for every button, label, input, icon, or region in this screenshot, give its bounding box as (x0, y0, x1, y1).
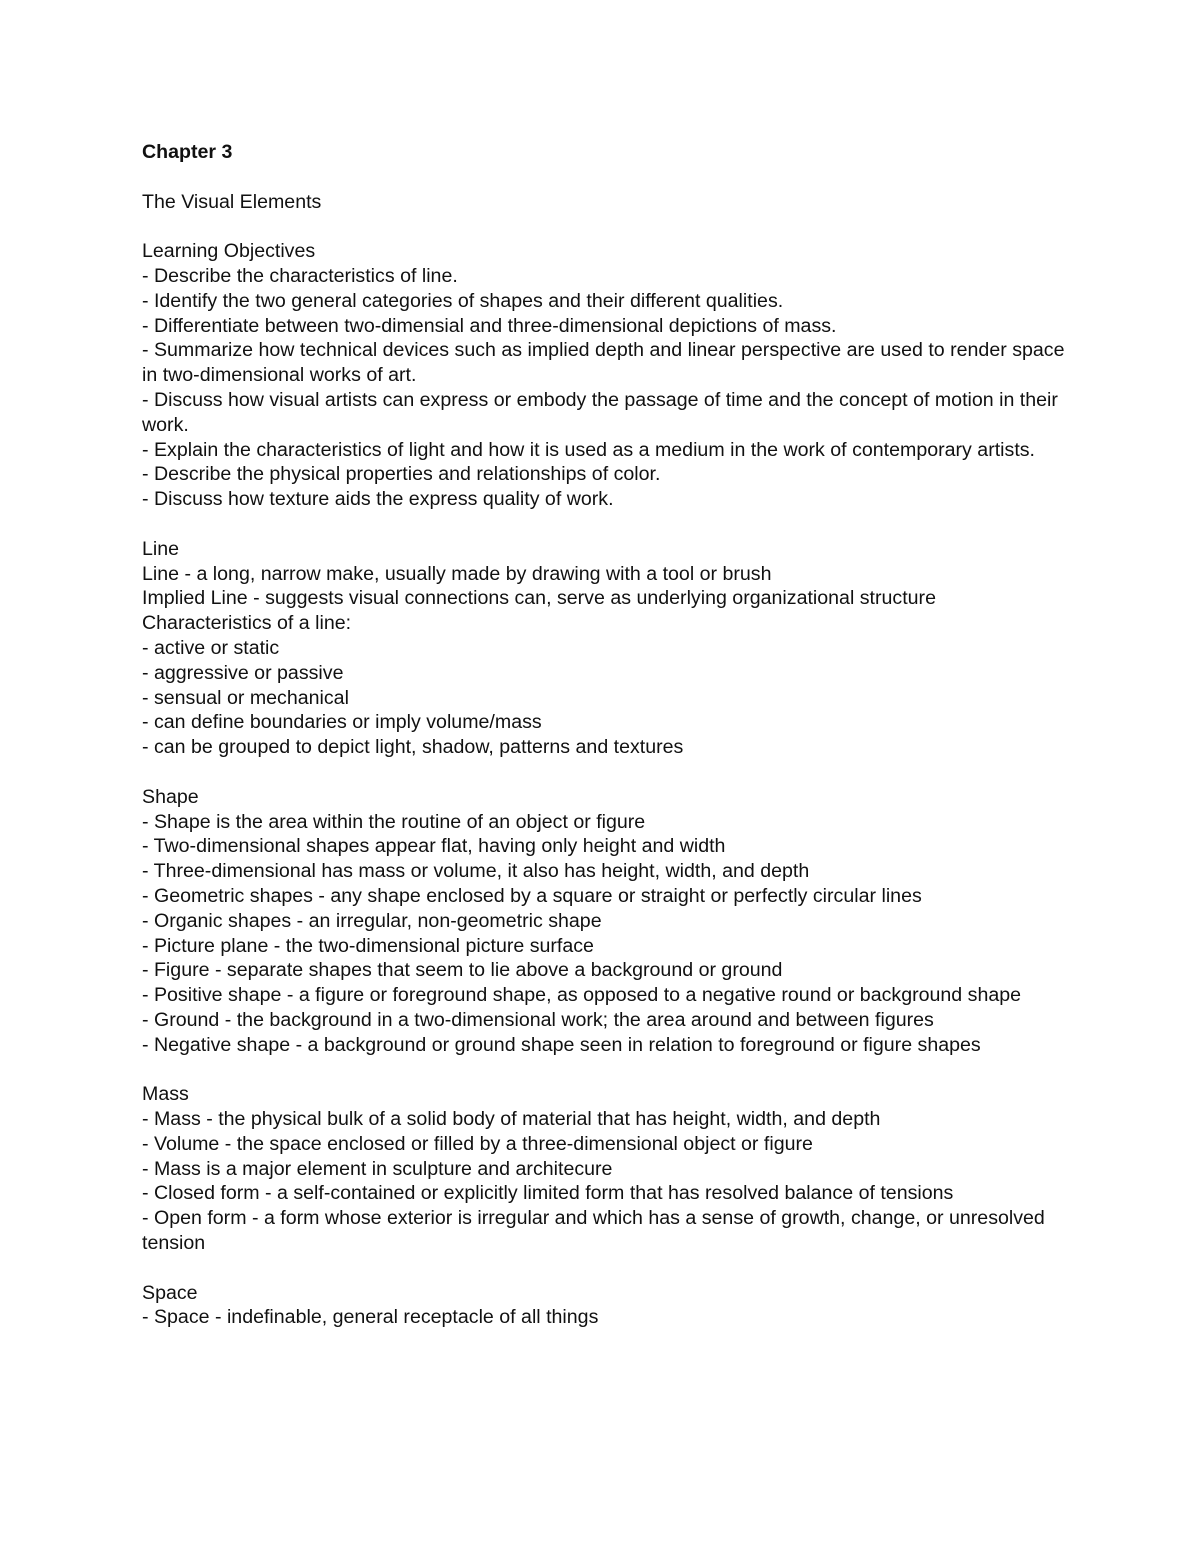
list-item: - Describe the physical properties and relationships of color. (142, 463, 661, 486)
implied-line-definition: Implied Line - suggests visual connections can, serve as underlying organizational structure (142, 587, 936, 610)
list-item: - Geometric shapes - any shape enclosed by a square or straight or perfectly circular lines (142, 884, 922, 907)
list-item: - Picture plane - the two-dimensional picture surface (142, 934, 594, 957)
learning-objectives-heading: Learning Objectives (142, 240, 316, 263)
list-item: - Differentiate between two-dimensial and three-dimensional depictions of mass. (142, 314, 837, 337)
list-item: - Summarize how technical devices such as implied depth and linear perspective are used to render space in two-dimensional works of art. (142, 339, 1065, 387)
list-item: - Volume - the space enclosed or filled by a three-dimensional object or figure (142, 1132, 813, 1155)
chapter-heading: Chapter 3 (142, 141, 233, 163)
list-item: - sensual or mechanical (142, 686, 349, 709)
shape-heading: Shape (142, 785, 199, 808)
line-characteristics-label: Characteristics of a line: (142, 612, 352, 635)
space-heading: Space (142, 1281, 198, 1304)
learning-objectives-section (142, 239, 1072, 512)
space-list (142, 1305, 1072, 1330)
line-section (142, 537, 1072, 760)
space-section (142, 1281, 1072, 1331)
list-item: - Space - indefinable, general receptacle of all things (142, 1306, 599, 1329)
mass-section (142, 1082, 1072, 1256)
list-item: - can be grouped to depict light, shadow, patterns and textures (142, 736, 684, 759)
list-item: - Positive shape - a figure or foreground shape, as opposed to a negative round or background shape (142, 984, 1022, 1007)
list-item: - Three-dimensional has mass or volume, it also has height, width, and depth (142, 860, 810, 883)
list-item: - Explain the characteristics of light and how it is used as a medium in the work of contemporary artists. (142, 438, 1035, 461)
shape-list (142, 810, 1072, 1058)
list-item: - Mass - the physical bulk of a solid body of material that has height, width, and depth (142, 1108, 881, 1131)
line-characteristics-list (142, 636, 1072, 760)
list-item: - Discuss how visual artists can express or embody the passage of time and the concept of motion in their work. (142, 388, 1058, 436)
list-item: - Mass is a major element in sculpture and architecure (142, 1157, 613, 1180)
list-item: - aggressive or passive (142, 661, 344, 684)
line-definition: Line - a long, narrow make, usually made by drawing with a tool or brush (142, 562, 772, 585)
list-item: - can define boundaries or imply volume/mass (142, 711, 542, 734)
shape-section (142, 785, 1072, 1058)
list-item: - Shape is the area within the routine of an object or figure (142, 810, 646, 833)
learning-objectives-list (142, 264, 1072, 512)
list-item: - active or static (142, 636, 280, 659)
list-item: - Identify the two general categories of shapes and their different qualities. (142, 289, 784, 312)
mass-list (142, 1107, 1072, 1256)
list-item: - Organic shapes - an irregular, non-geometric shape (142, 909, 602, 932)
list-item: - Open form - a form whose exterior is irregular and which has a sense of growth, change, or unresolved tension (142, 1207, 1045, 1255)
document-title: The Visual Elements (142, 190, 322, 213)
document-page (142, 140, 1072, 1330)
mass-heading: Mass (142, 1083, 189, 1106)
list-item: - Figure - separate shapes that seem to lie above a background or ground (142, 959, 783, 982)
list-item: - Closed form - a self-contained or explicitly limited form that has resolved balance of tensions (142, 1182, 954, 1205)
list-item: - Describe the characteristics of line. (142, 264, 458, 287)
list-item: - Discuss how texture aids the express quality of work. (142, 488, 614, 511)
list-item: - Ground - the background in a two-dimensional work; the area around and between figures (142, 1008, 934, 1031)
list-item: - Two-dimensional shapes appear flat, having only height and width (142, 835, 726, 858)
line-heading: Line (142, 537, 180, 560)
list-item: - Negative shape - a background or ground shape seen in relation to foreground or figure shapes (142, 1033, 981, 1056)
